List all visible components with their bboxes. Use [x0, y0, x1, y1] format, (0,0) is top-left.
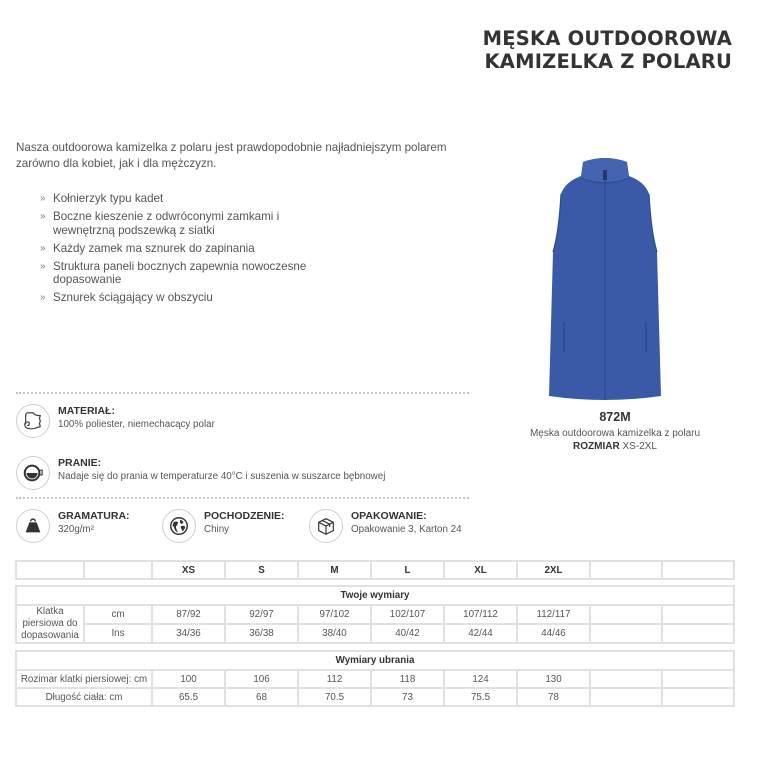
spec-value: Nadaje się do prania w temperaturze 40°C i suszenia w suszarce bębnowej — [58, 471, 386, 482]
row-label: Długość ciała: cm — [16, 688, 152, 706]
garment-measurements-table — [15, 650, 735, 707]
your-measurements-table — [15, 585, 735, 644]
section-title: Wymiary ubrania — [16, 651, 734, 670]
product-image — [545, 152, 665, 404]
chevron-icon: » — [40, 211, 46, 222]
size-header — [590, 561, 662, 579]
title-line-1: MĘSKA OUTDOOROWA — [482, 27, 732, 50]
size-header: M — [298, 561, 371, 579]
spec-label: POCHODZENIE: — [204, 510, 285, 522]
chevron-icon: » — [40, 292, 46, 303]
washing-machine-icon — [16, 456, 50, 490]
spec-label: PRANIE: — [58, 457, 102, 469]
spec-origin — [162, 509, 285, 543]
box-icon — [309, 509, 343, 543]
page-title — [483, 27, 732, 73]
size-header: 2XL — [517, 561, 590, 579]
title-line-2: KAMIZELKA Z POLARU — [484, 50, 732, 73]
size-header: XL — [444, 561, 517, 579]
spec-value: Chiny — [204, 524, 230, 535]
product-code: 872M — [599, 410, 631, 424]
spec-value: Opakowanie 3, Karton 24 — [351, 524, 462, 535]
table-row: Długość ciała: cm 65.5 68 70.5 73 75.5 78 — [16, 688, 734, 706]
divider — [16, 392, 469, 394]
size-header-table — [15, 560, 735, 580]
spec-material — [16, 404, 215, 438]
spec-value: 100% poliester, niemechacący polar — [58, 419, 215, 430]
divider — [16, 497, 469, 499]
spec-label: MATERIAŁ: — [58, 405, 115, 417]
globe-icon — [162, 509, 196, 543]
feature-list — [40, 192, 330, 309]
chevron-icon: » — [40, 242, 46, 254]
spec-value: 320g/m² — [58, 524, 94, 535]
list-item: » Struktura paneli bocznych zapewnia nowoczesne dopasowanie — [40, 259, 307, 286]
list-item: » Sznurek ściągający w obszyciu — [40, 291, 213, 304]
intro-text: Nasza outdoorowa kamizelka z polaru jest prawdopodobnie najładniejszym polarem zarówno dla kobiet, jak i dla mężczyzn. — [16, 141, 447, 170]
size-header — [662, 561, 734, 579]
spec-weight — [16, 509, 130, 543]
table-row: Ins 34/36 36/38 38/40 40/42 42/44 44/46 — [16, 624, 734, 643]
list-item: » Boczne kieszenie z odwróconymi zamkami i wewnętrzną podszewką z siatki — [40, 210, 280, 237]
unit-cell: Ins — [84, 624, 152, 643]
list-item: » Każdy zamek ma sznurek do zapinania — [40, 241, 255, 255]
spec-label: OPAKOWANIE: — [351, 510, 427, 522]
size-header: L — [371, 561, 444, 579]
row-label: Klatka piersiowa do dopasowania — [16, 605, 84, 643]
size-header: S — [225, 561, 298, 579]
size-header: XS — [152, 561, 225, 579]
fabric-icon — [16, 404, 50, 438]
list-item: » Kołnierzyk typu kadet — [40, 192, 164, 205]
weight-icon — [16, 509, 50, 543]
product-size-range: ROZMIAR XS-2XL — [573, 441, 657, 452]
spec-label: GRAMATURA: — [58, 510, 130, 522]
chevron-icon: » — [40, 260, 46, 272]
chevron-icon: » — [40, 193, 46, 204]
unit-cell: cm — [84, 605, 152, 624]
row-label: Rozimar klatki piersiowej: cm — [16, 670, 152, 688]
section-title: Twoje wymiary — [16, 586, 734, 605]
size-header-row — [16, 561, 734, 579]
spec-washing — [16, 456, 385, 490]
spec-packaging — [309, 509, 462, 543]
table-row: Klatka piersiowa do dopasowania cm 87/92 92/97 97/102 102/107 107/112 112/117 — [16, 605, 734, 624]
product-description: Męska outdoorowa kamizelka z polaru — [529, 428, 701, 439]
table-row: Rozimar klatki piersiowej: cm 100 106 112 118 124 130 — [16, 670, 734, 688]
